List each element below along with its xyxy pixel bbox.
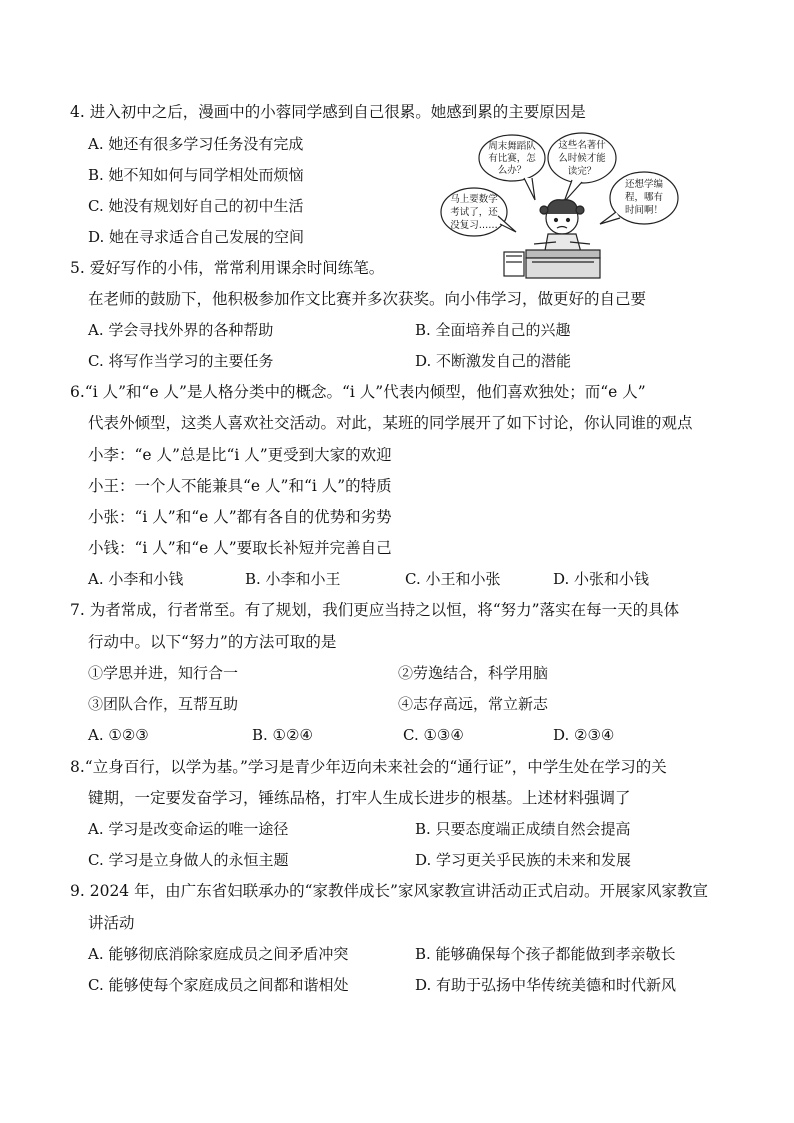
q5-stem-line2: 在老师的鼓励下，他积极参加作文比赛并多次获奖。向小伟学习，做更好的自己要 xyxy=(88,290,647,308)
q7-option-c[interactable]: C. ①③④ xyxy=(403,726,464,744)
q4-option-a[interactable]: A. 她还有很多学习任务没有完成 xyxy=(88,135,304,153)
bubble2-line3: 读完？ xyxy=(567,166,597,177)
q9-option-d[interactable]: D. 有助于弘扬中华传统美德和时代新风 xyxy=(415,976,677,994)
q8-stem-line2: 键期，一定要发奋学习，锤练品格，打牢人生成长进步的根基。上述材料强调了 xyxy=(88,789,631,807)
q5-option-a[interactable]: A. 学会寻找外界的各种帮助 xyxy=(88,321,274,339)
q7-stem-line1: 7. 为者常成，行者常至。有了规划，我们更应当持之以恒，将“努力”落实在每一天的具体 xyxy=(70,601,680,619)
q6-view-xiaoqian: 小钱：“i 人”和“e 人”要取长补短并完善自己 xyxy=(88,539,392,557)
q6-view-xiaoli: 小李：“e 人”总是比“i 人”更受到大家的欢迎 xyxy=(88,446,392,464)
q7-option-b[interactable]: B. ①②④ xyxy=(252,726,313,744)
q7-item-4: ④志存高远，常立新志 xyxy=(398,695,549,713)
q6-option-d[interactable]: D. 小张和小钱 xyxy=(553,570,650,588)
q4-stem: 4. 进入初中之后，漫画中的小蓉同学感到自己很累。她感到累的主要原因是 xyxy=(70,103,586,121)
q6-option-c[interactable]: C. 小王和小张 xyxy=(405,570,501,588)
q6-stem-line1: 6.“i 人”和“e 人”是人格分类中的概念。“i 人”代表内倾型，他们喜欢独处；而“e 人” xyxy=(70,383,646,401)
q4-option-c[interactable]: C. 她没有规划好自己的初中生活 xyxy=(88,197,304,215)
q6-option-a[interactable]: A. 小李和小钱 xyxy=(88,570,184,588)
q4-option-b[interactable]: B. 她不知如何与同学相处而烦恼 xyxy=(88,166,304,184)
bubble3-line3: 没复习…… xyxy=(450,220,498,231)
girl-figure xyxy=(534,200,590,256)
bubble2-line2: 么时候才能 xyxy=(558,153,606,164)
q7-option-d[interactable]: D. ②③④ xyxy=(553,726,615,744)
q7-item-2: ②劳逸结合，科学用脑 xyxy=(398,664,549,682)
q8-option-c[interactable]: C. 学习是立身做人的永恒主题 xyxy=(88,851,289,869)
q8-stem-line1: 8.“立身百行，以学为基。”学习是青少年迈向未来社会的“通行证”，中学生处在学习的关 xyxy=(70,758,667,776)
bubble2-line1: 这些名著什 xyxy=(558,140,606,151)
q8-option-a[interactable]: A. 学习是改变命运的唯一途径 xyxy=(88,820,289,838)
q7-option-a[interactable]: A. ①②③ xyxy=(88,726,149,744)
q8-option-b[interactable]: B. 只要态度端正成绩自然会提高 xyxy=(415,820,631,838)
q5-option-c[interactable]: C. 将写作当学习的主要任务 xyxy=(88,352,274,370)
bubble1-line2: 有比赛，怎 xyxy=(488,153,536,164)
desk xyxy=(504,250,600,278)
q6-view-xiaozhang: 小张：“i 人”和“e 人”都有各自的优势和劣势 xyxy=(88,508,392,526)
bubble3-line1: 马上要数学 xyxy=(450,194,498,205)
q6-option-b[interactable]: B. 小李和小王 xyxy=(245,570,341,588)
q9-stem-line2: 讲活动 xyxy=(88,914,135,932)
q4-option-d[interactable]: D. 她在寻求适合自己发展的空间 xyxy=(88,228,305,246)
bubble1-line1: 周末舞蹈队 xyxy=(488,141,536,152)
bubble4-line3: 时间啊！ xyxy=(624,205,664,216)
q9-stem-line1: 9. 2024 年，由广东省妇联承办的“家教伴成长”家风家教宣讲活动正式启动。开展家风家教宣 xyxy=(70,882,708,900)
q7-stem-line2: 行动中。以下“努力”的方法可取的是 xyxy=(88,633,337,651)
q5-option-d[interactable]: D. 不断激发自己的潜能 xyxy=(415,352,572,370)
cartoon-illustration xyxy=(432,132,684,280)
q6-view-xiaowang: 小王：一个人不能兼具“e 人”和“i 人”的特质 xyxy=(88,477,392,495)
q9-option-c[interactable]: C. 能够使每个家庭成员之间都和谐相处 xyxy=(88,976,349,994)
q7-item-3: ③团队合作，互帮互助 xyxy=(88,695,239,713)
q9-option-a[interactable]: A. 能够彻底消除家庭成员之间矛盾冲突 xyxy=(88,945,349,963)
q7-item-1: ①学思并进，知行合一 xyxy=(88,664,239,682)
bubble4-line2: 程，哪有 xyxy=(624,192,664,203)
bubble1-line3: 么办？ xyxy=(497,165,527,176)
q8-option-d[interactable]: D. 学习更关乎民族的未来和发展 xyxy=(415,851,632,869)
q5-option-b[interactable]: B. 全面培养自己的兴趣 xyxy=(415,321,571,339)
bubble3-line2: 考试了，还 xyxy=(450,207,498,218)
q5-stem-line1: 5. 爱好写作的小伟，常常利用课余时间练笔。 xyxy=(70,259,385,277)
q9-option-b[interactable]: B. 能够确保每个孩子都能做到孝亲敬长 xyxy=(415,945,676,963)
bubble4-line1: 还想学编 xyxy=(624,179,664,190)
q6-stem-line2: 代表外倾型，这类人喜欢社交活动。对此，某班的同学展开了如下讨论，你认同谁的观点 xyxy=(88,414,693,432)
